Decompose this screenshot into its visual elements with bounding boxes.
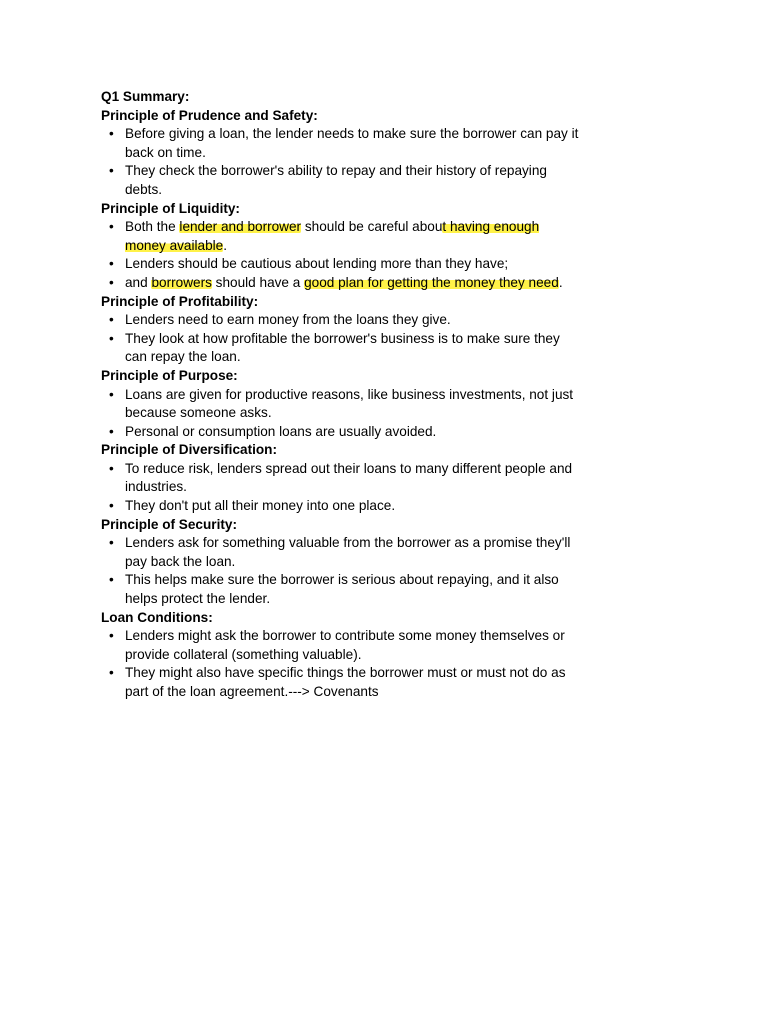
section-list-diversification [101,460,581,516]
list-item: • They don't put all their money into one place. [101,497,581,516]
list-item: • Before giving a loan, the lender needs to make sure the borrower can pay it back on time. [101,125,581,162]
text-run: should be careful abou [301,219,443,235]
document-title: Q1 Summary: [101,89,190,104]
section-heading-security: Principle of Security: [101,516,237,532]
list-item: • They check the borrower's ability to repay and their history of repaying debts. [101,162,581,199]
list-item: • Lenders ask for something valuable from the borrower as a promise they'll pay back the loan. [101,534,581,571]
text-run: should have a [211,274,305,290]
list-item: • They might also have specific things the borrower must or must not do as part of the loan agreement.---> Covenants [101,664,581,701]
list-item [101,274,581,293]
highlighted-text: borrowers [151,274,212,290]
list-item: • Lenders should be cautious about lending more than they have; [101,255,581,274]
section-list-security [101,534,581,608]
list-item: • This helps make sure the borrower is serious about repaying, and it also helps protect the lender. [101,571,581,608]
list-item [101,218,581,255]
section-list-profitability [101,311,581,367]
section-list-purpose [101,386,581,442]
document-page [101,88,581,702]
text-run: Both the [125,219,180,235]
list-item: • Personal or consumption loans are usually avoided. [101,423,581,442]
text-run: . [558,274,563,290]
section-heading-purpose: Principle of Purpose: [101,367,238,383]
list-item: • To reduce risk, lenders spread out their loans to many different people and industries. [101,460,581,497]
section-list-liquidity [101,218,581,292]
section-heading-diversification: Principle of Diversification: [101,442,278,458]
text-run: . [223,237,228,253]
section-list-loan-conditions [101,627,581,701]
section-heading-prudence: Principle of Prudence and Safety: [101,107,318,123]
list-item: • Loans are given for productive reasons, like business investments, not just because someone asks. [101,386,581,423]
highlighted-text: good plan for getting the money they need [304,274,559,290]
list-item: • Lenders need to earn money from the loans they give. [101,311,581,330]
highlighted-text: t having enough money available [125,219,540,253]
list-item: • They look at how profitable the borrower's business is to make sure they can repay the loan. [101,330,581,367]
section-heading-profitability: Principle of Profitability: [101,293,259,309]
section-list-prudence [101,125,581,199]
text-run: and [125,274,152,290]
highlighted-text: lender and borrower [179,219,302,235]
section-heading-liquidity: Principle of Liquidity: [101,200,240,216]
section-heading-loan-conditions: Loan Conditions: [101,609,213,625]
list-item: • Lenders might ask the borrower to contribute some money themselves or provide collateral (something valuable). [101,627,581,664]
